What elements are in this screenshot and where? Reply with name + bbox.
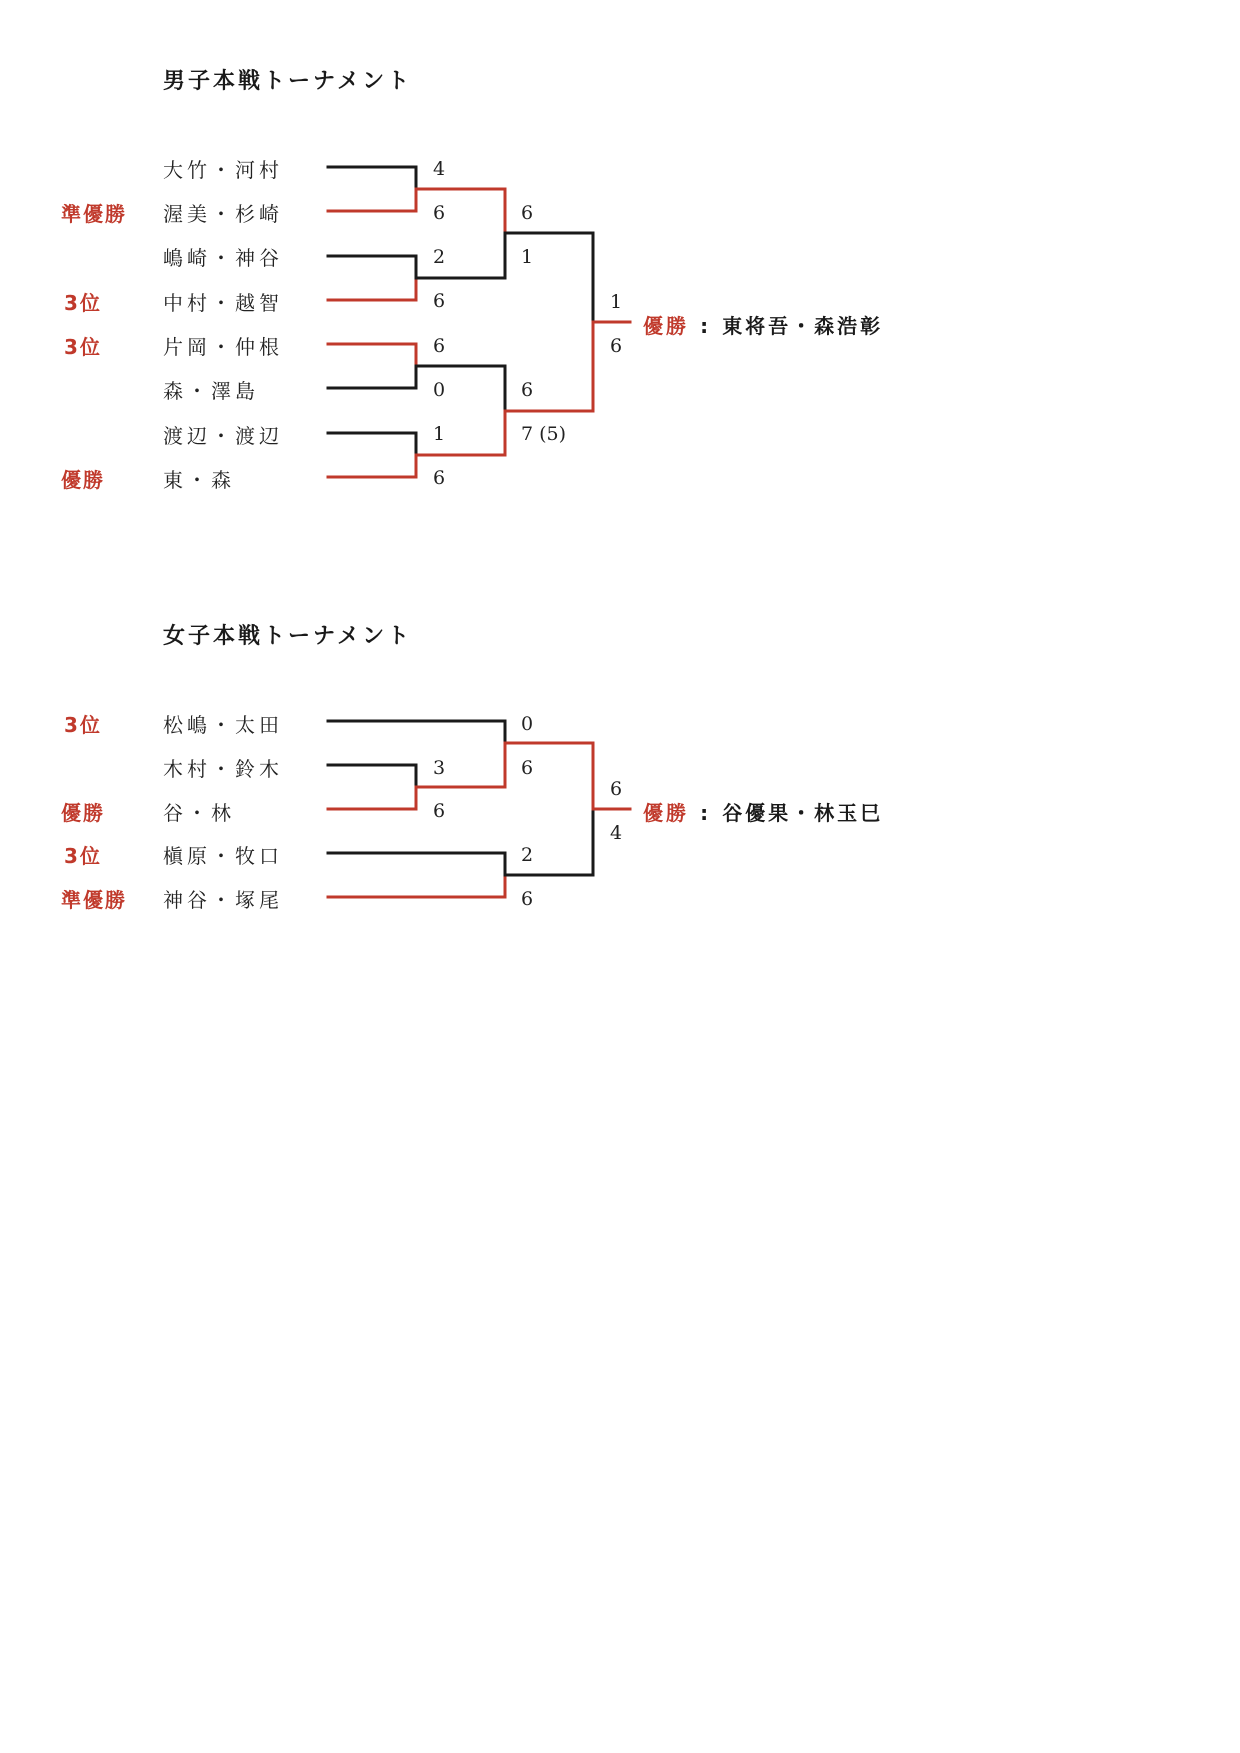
women-rank-winner: 優勝 xyxy=(61,801,105,825)
men-score-r1-m2-bottom: 6 xyxy=(433,290,446,312)
women-score-r1-bottom: 6 xyxy=(433,800,446,822)
women-player-1: 松嶋・太田 xyxy=(163,713,283,737)
men-rank-third-2: 3位 xyxy=(64,335,102,359)
women-score-r1-top: 3 xyxy=(433,757,446,779)
women-score-final-bottom: 4 xyxy=(610,822,623,844)
men-player-4: 中村・越智 xyxy=(163,291,283,315)
men-line-sf1-top xyxy=(416,189,505,233)
men-line-sf2-bottom xyxy=(416,411,505,455)
women-player-5: 神谷・塚尾 xyxy=(163,888,283,912)
men-title: 男子本戦トーナメント xyxy=(163,69,413,94)
men-line-sf2-top xyxy=(416,366,505,411)
men-line-p1 xyxy=(328,167,416,189)
women-score-final-top: 6 xyxy=(610,778,623,800)
women-player-2: 木村・鈴木 xyxy=(163,757,283,781)
men-player-5: 片岡・仲根 xyxy=(163,335,283,359)
men-player-3: 嶋崎・神谷 xyxy=(163,246,283,270)
men-champion-name: 東将吾・森浩彰 xyxy=(722,314,884,338)
women-champion-label: 優勝 xyxy=(643,801,689,825)
men-line-p8 xyxy=(328,455,416,477)
men-player-2: 渥美・杉崎 xyxy=(163,202,283,226)
women-score-sf2-bottom: 6 xyxy=(521,888,534,910)
men-score-r1-m1-top: 4 xyxy=(433,158,446,180)
women-title: 女子本戦トーナメント xyxy=(163,624,413,649)
women-line-p3 xyxy=(328,787,416,809)
men-champion-sep: : xyxy=(700,314,712,338)
men-score-sf2-top: 6 xyxy=(521,379,534,401)
women-line-sf1-top xyxy=(328,721,505,743)
women-line-final-top xyxy=(505,743,593,809)
women-rank-third-1: 3位 xyxy=(64,713,102,737)
men-score-r1-m4-bottom: 6 xyxy=(433,467,446,489)
men-score-sf1-bottom: 1 xyxy=(521,246,534,268)
women-line-p2 xyxy=(328,765,416,787)
women-line-sf2-bottom xyxy=(328,875,505,897)
women-champion-sep: : xyxy=(700,801,712,825)
women-score-sf1-bottom: 6 xyxy=(521,757,534,779)
men-champion-label: 優勝 xyxy=(643,314,689,338)
women-line-final-bottom xyxy=(505,809,593,875)
men-player-6: 森・澤島 xyxy=(163,379,259,403)
men-line-final-bottom xyxy=(505,322,593,411)
women-champion-name: 谷優果・林玉巳 xyxy=(722,801,884,825)
men-score-sf2-bottom: 7 (5) xyxy=(521,423,567,445)
men-score-r1-m4-top: 1 xyxy=(433,423,446,445)
men-player-7: 渡辺・渡辺 xyxy=(163,424,283,448)
men-player-8: 東・森 xyxy=(163,468,235,492)
men-rank-winner: 優勝 xyxy=(61,468,105,492)
men-score-r1-m2-top: 2 xyxy=(433,246,446,268)
men-line-sf1-bottom xyxy=(416,233,505,278)
men-player-1: 大竹・河村 xyxy=(163,158,283,182)
men-score-final-bottom: 6 xyxy=(610,335,623,357)
men-line-p2 xyxy=(328,189,416,211)
men-line-p7 xyxy=(328,433,416,455)
women-rank-third-2: 3位 xyxy=(64,844,102,868)
women-player-4: 槇原・牧口 xyxy=(163,844,283,868)
men-line-p5 xyxy=(328,344,416,366)
men-score-r1-m3-bottom: 0 xyxy=(433,379,446,401)
women-line-sf2-top xyxy=(328,853,505,875)
women-line-sf1-bottom xyxy=(416,743,505,787)
men-score-final-top: 1 xyxy=(610,291,623,313)
men-line-p6 xyxy=(328,366,416,388)
women-score-sf1-top: 0 xyxy=(521,713,534,735)
men-line-p3 xyxy=(328,256,416,278)
men-line-p4 xyxy=(328,278,416,300)
men-rank-third-1: 3位 xyxy=(64,291,102,315)
women-score-sf2-top: 2 xyxy=(521,844,534,866)
women-rank-runner-up: 準優勝 xyxy=(61,888,127,912)
women-player-3: 谷・林 xyxy=(163,801,235,825)
men-score-r1-m1-bottom: 6 xyxy=(433,202,446,224)
men-score-r1-m3-top: 6 xyxy=(433,335,446,357)
men-line-final-top xyxy=(505,233,593,322)
men-score-sf1-top: 6 xyxy=(521,202,534,224)
men-rank-runner-up: 準優勝 xyxy=(61,202,127,226)
